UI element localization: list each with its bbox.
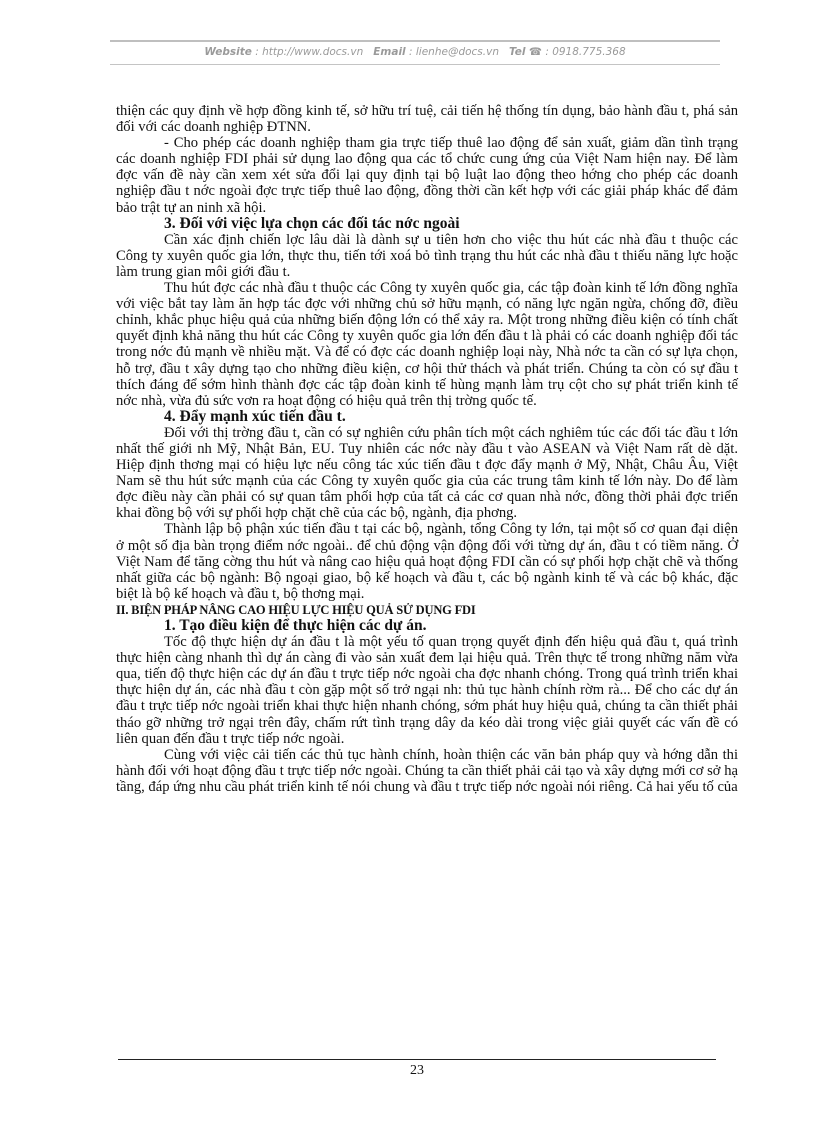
page-header bbox=[110, 46, 720, 58]
section-heading: 4. Đẩy mạnh xúc tiến đầu t. bbox=[164, 407, 346, 425]
chapter-heading: II. BIỆN PHÁP NÂNG CAO HIỆU LỰC HIỆU QUẢ SỬ DỤNG FDI bbox=[116, 602, 476, 617]
paragraph: Tốc độ thực hiện dự án đầu t là một yếu tố quan trọng quyết định đến hiệu quả đầu t, quá trình thực hiện càng nhanh thì dự án càng đi vào sản xuất đem lại hiệu quả. Trên thực tế trong những năm vừa qua, tiến độ thực hiện các dự án đầu t trực tiếp nớc ngoài cha đợc nhanh chóng. Trong quá trình triển khai thực hiện dự án, các nhà đầu t còn gặp một số trở ngại nh: thủ tục hành chính rờm rà... Để cho các dự án đầu t trực tiếp nớc ngoài triển khai thực hiện nhanh chóng, sớm phát huy hiệu quả, chúng ta cần thiết phải tháo gỡ những trở ngại trên đây, chấm rứt tình trạng dây da kéo dài trong việc giải quyết các vấn đề có liên quan đến đầu t trực tiếp nớc ngoài. bbox=[116, 634, 738, 747]
paragraph: Cần xác định chiến lợc lâu dài là dành sự u tiên hơn cho việc thu hút các nhà đầu t thuộc các Công ty xuyên quốc gia lớn, thực thu, tiến tới xoá bỏ tình trạng thu hút các nhà đầu t thiếu năng lực hoặc làm trung gian môi giới đầu t. bbox=[116, 231, 738, 280]
tel-label: Tel bbox=[509, 46, 526, 58]
paragraph: thiện các quy định về hợp đồng kinh tế, sở hữu trí tuệ, cải tiến hệ thống tín dụng, bảo hành đầu t, phá sản đối với các doanh nghiệp ĐTNN. bbox=[116, 103, 738, 136]
page-number: 23 bbox=[410, 1063, 424, 1078]
email-label: Email bbox=[373, 46, 406, 58]
paragraph: Thành lập bộ phận xúc tiến đầu t tại các bộ, ngành, tổng Công ty lớn, tại một số cơ quan đại diện ở một số địa bàn trọng điểm nớc ngoài.. để chủ động vận động đối với từng dự án, đầu t có tiềm năng. Ở Việt Nam để tăng cờng thu hút và nâng cao hiệu quả hoạt động FDI cần có sự phối hợp chặt chẽ và thống nhất giữa các bộ ngành: Bộ ngoại giao, bộ kế hoạch và đầu t, các bộ ngành kinh tế và các bộ khác, đặc biệt là bộ kế hoạch và đầu t, bộ thơng mại. bbox=[116, 521, 738, 602]
paragraph: Đối với thị trờng đầu t, cần có sự nghiên cứu phân tích một cách nghiêm túc các đối tác đầu t lớn nhất thế giới nh Mỹ, Nhật Bản, EU. Tuy nhiên các nớc này đầu t vào ASEAN và Việt Nam rất dè dặt. Hiệp định thơng mại có hiệu lực nếu công tác xúc tiến đầu t đợc đẩy mạnh ở Mỹ, Nhật, Châu Âu, Việt Nam sẽ thu hút sức mạnh của các Công ty xuyên quốc gia của các trung tâm kinh tế lớn này. Do để làm đợc điều này cần phải có sự quan tâm phối hợp của tất cả các cơ quan nhà nớc, đồng thời phải đợc triển khai đồng bộ với sự phối hợp chặt chẽ của các bộ, ngành, địa phơng. bbox=[116, 424, 738, 522]
footer-rule bbox=[118, 1059, 716, 1060]
tel-number: : 0918.775.368 bbox=[545, 46, 626, 58]
section-heading: 3. Đối với việc lựa chọn các đối tác nớc ngoài bbox=[164, 214, 460, 232]
section-heading: 1. Tạo điều kiện để thực hiện các dự án. bbox=[164, 617, 427, 634]
phone-icon: ☎ bbox=[528, 46, 542, 58]
document-body bbox=[116, 103, 738, 795]
website-link[interactable]: : http://www.docs.vn bbox=[255, 46, 364, 58]
website-label: Website bbox=[204, 46, 252, 58]
paragraph: Cùng với việc cải tiến các thủ tục hành chính, hoàn thiện các văn bản pháp quy và hớng dẫn thi hành đối với hoạt động đầu t trực tiếp nớc ngoài. Chúng ta cần thiết phải cải tạo và xây dựng mới cơ sở hạ tầng, đáp ứng nhu cầu phát triển kinh tế nói chung và đầu t trực tiếp nớc ngoài nói riêng. Cả hai yếu tố của bbox=[116, 746, 738, 795]
email-link[interactable]: : lienhe@docs.vn bbox=[409, 46, 499, 58]
header-rule bbox=[110, 64, 720, 65]
paragraph: - Cho phép các doanh nghiệp tham gia trực tiếp thuê lao động để sản xuất, giảm dần tình trạng các doanh nghiệp FDI phải sử dụng lao động qua các tổ chức cung ứng của Việt Nam hiện nay. Để làm đợc vấn đề này cần xem xét sửa đổi lại quy định tại bộ luật lao động theo hớng cho phép các doanh nghiệp đầu t nớc ngoài đợc trực tiếp thuê lao động, đồng thời cần kết hợp với các giải pháp khác để đảm bảo trật tự an ninh xã hội. bbox=[116, 135, 738, 216]
page-top-border bbox=[110, 40, 720, 42]
paragraph: Thu hút đợc các nhà đầu t thuộc các Công ty xuyên quốc gia, các tập đoàn kinh tế lớn đồng nghĩa với việc bắt tay làm ăn hợp tác đợc với những chủ sở hữu mạnh, có năng lực ngăn ngừa, chống đỡ, điều chỉnh, khắc phục hiệu quả của những biến động lớn có thể xảy ra. Một trong những điều kiện có tính chất quyết định khả năng thu hút các Công ty xuyên quốc gia lớn đến đầu t là phải có các doanh nghiệp đối tác trong nớc đủ mạnh về nhiều mặt. Và để có đợc các doanh nghiệp loại này, Nhà nớc ta cần có sự lựa chọn, hỗ trợ, đầu t xây dựng tạo cho những điều kiện, cơ hội thử thách và phát triển. Chúng ta còn có sự đầu t thích đáng để sớm hình thành đợc các tập đoàn kinh tế hùng mạnh làm trụ cột cho sự phát triển kinh tế nớc nhà, vừa đủ sức vơn ra hoạt động có hiệu quả trên thị trờng quốc tế. bbox=[116, 280, 738, 409]
